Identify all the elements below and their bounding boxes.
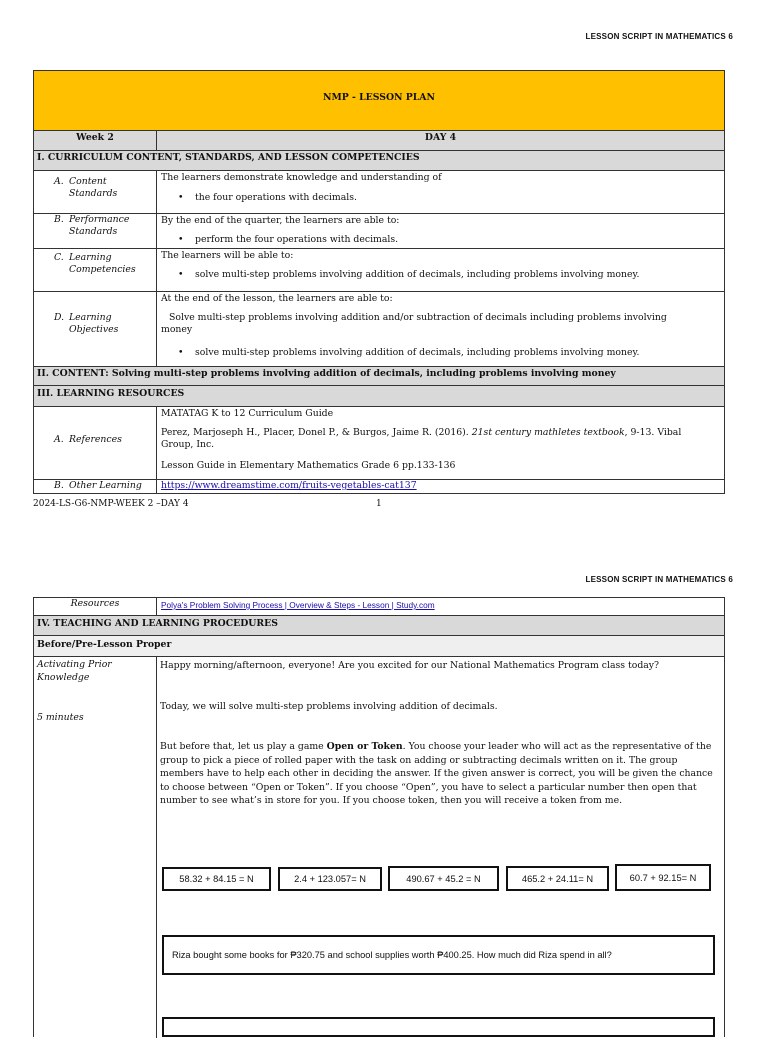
week-day-row bbox=[34, 131, 724, 151]
before-lesson-row bbox=[34, 636, 724, 657]
section-1-heading: I. CURRICULUM CONTENT, STANDARDS, AND LESSON COMPETENCIES bbox=[37, 152, 420, 163]
other-resources-continued-cell bbox=[157, 598, 724, 615]
page-2-header: LESSON SCRIPT IN MATHEMATICS 6 bbox=[585, 575, 733, 584]
equation-box-4: 465.2 + 24.11= N bbox=[506, 866, 609, 891]
equation-box-2: 2.4 + 123.057= N bbox=[278, 867, 382, 891]
other-resources-letter: B. bbox=[54, 480, 64, 491]
game-instructions-rest: . You choose your leader who will act as the representative of the group to pick a piece of rolled paper with the task on adding or subtracting decimals written on it. The group members have to help each other in deciding the answer. If the given answer is correct, you will be given the chance to choose between “Open or Token”. If you choose “Open”, you have to select a particular number then open that number to see what’s in store for you. If you choose token, then you will receive a token from me. bbox=[160, 741, 713, 807]
performance-standards-label bbox=[34, 214, 157, 248]
title-row bbox=[34, 71, 724, 131]
learning-competencies-label bbox=[34, 249, 157, 291]
content-standards-letter: A. bbox=[54, 176, 64, 187]
other-resources-name: Other Learning bbox=[69, 480, 142, 491]
learning-objectives-bullet: • solve multi-step problems involving addition of decimals, including problems involving money. bbox=[195, 347, 639, 359]
learning-objectives-label bbox=[34, 292, 157, 366]
content-standards-bullet: • the four operations with decimals. bbox=[195, 192, 357, 204]
content-standards-cell bbox=[157, 171, 724, 213]
section-4-row bbox=[34, 616, 724, 636]
reference-2-title: 21st century mathletes textbook bbox=[471, 427, 625, 438]
day-label: DAY 4 bbox=[424, 132, 457, 143]
activity-label-cell bbox=[34, 657, 157, 1038]
learning-objectives-row bbox=[34, 292, 724, 367]
footer-code: 2024-LS-G6-NMP-WEEK 2 –DAY 4 bbox=[33, 499, 189, 509]
performance-standards-name: Performance Standards bbox=[69, 214, 130, 237]
activity-label: Activating Prior Knowledge bbox=[37, 659, 112, 683]
other-resources-cell bbox=[157, 480, 724, 494]
lesson-plan-table bbox=[33, 70, 725, 494]
section-1-row bbox=[34, 151, 724, 171]
activity-time: 5 minutes bbox=[37, 712, 84, 723]
references-cell bbox=[157, 407, 724, 479]
other-resources-row bbox=[34, 480, 724, 494]
performance-standards-cell bbox=[157, 214, 724, 248]
other-resources-label-continued: Resources bbox=[34, 598, 157, 615]
learning-objectives-text: At the end of the lesson, the learners are able to: bbox=[161, 293, 393, 304]
section-3-row bbox=[34, 386, 724, 407]
references-label bbox=[34, 407, 157, 479]
references-row bbox=[34, 407, 724, 480]
learning-competencies-letter: C. bbox=[54, 252, 64, 263]
learning-competencies-text: The learners will be able to: bbox=[161, 250, 294, 261]
reference-2-authors: Perez, Marjoseph H., Placer, Donel P., & Burgos, Jaime R. (2016). bbox=[161, 427, 472, 438]
performance-standards-letter: B. bbox=[54, 214, 64, 225]
greeting-text: Happy morning/afternoon, everyone! Are you excited for our National Mathematics Program class today? bbox=[160, 660, 660, 671]
activating-prior-knowledge-row bbox=[34, 657, 724, 1038]
learning-competencies-name: Learning Competencies bbox=[69, 252, 136, 275]
learning-competencies-row bbox=[34, 249, 724, 292]
lesson-plan-title: NMP - LESSON PLAN bbox=[322, 92, 436, 103]
content-standards-row bbox=[34, 171, 724, 214]
section-2-row bbox=[34, 367, 724, 386]
equation-box-5: 60.7 + 92.15= N bbox=[615, 864, 711, 891]
week-label: Week 2 bbox=[34, 131, 157, 150]
reference-3: Lesson Guide in Elementary Mathematics Grade 6 pp.133-136 bbox=[161, 460, 456, 471]
dreamstime-link[interactable]: https://www.dreamstime.com/fruits-vegetables-cat137 bbox=[161, 480, 417, 491]
references-name: References bbox=[69, 434, 122, 445]
other-resources-label bbox=[34, 480, 157, 494]
before-lesson-heading: Before/Pre-Lesson Proper bbox=[37, 639, 172, 650]
game-name: Open or Token bbox=[326, 741, 403, 752]
page-header: LESSON SCRIPT IN MATHEMATICS 6 bbox=[585, 32, 733, 41]
performance-standards-row bbox=[34, 214, 724, 249]
learning-objectives-name: Learning Objectives bbox=[69, 312, 119, 335]
study-com-link[interactable]: Polya's Problem Solving Process | Overview & Steps - Lesson | Study.com bbox=[161, 600, 435, 610]
next-problem-box bbox=[162, 1017, 715, 1037]
learning-competencies-cell bbox=[157, 249, 724, 291]
activity-content-cell bbox=[157, 657, 724, 1038]
content-standards-name: Content Standards bbox=[69, 176, 118, 199]
learning-competencies-bullet: • solve multi-step problems involving addition of decimals, including problems involving money. bbox=[195, 269, 639, 281]
references-letter: A. bbox=[54, 434, 64, 445]
intro-text: Today, we will solve multi-step problems involving addition of decimals. bbox=[160, 701, 498, 712]
section-2-heading: II. CONTENT: Solving multi-step problems involving addition of decimals, including problems involving money bbox=[37, 368, 616, 379]
learning-objectives-text2: Solve multi-step problems involving addition and/or subtraction of decimals including problems involving money bbox=[161, 312, 667, 335]
equation-box-1: 58.32 + 84.15 = N bbox=[162, 867, 271, 891]
footer-page-number: 1 bbox=[376, 499, 382, 509]
game-instructions-start: But before that, let us play a game bbox=[160, 741, 327, 752]
content-standards-label bbox=[34, 171, 157, 213]
learning-objectives-cell bbox=[157, 292, 724, 366]
section-4-heading: IV. TEACHING AND LEARNING PROCEDURES bbox=[37, 618, 278, 629]
reference-1: MATATAG K to 12 Curriculum Guide bbox=[161, 408, 334, 419]
game-instructions bbox=[160, 740, 716, 808]
word-problem-box: Riza bought some books for ₱320.75 and school supplies worth ₱400.25. How much did Riza spend in all? bbox=[162, 935, 715, 975]
equation-box-3: 490.67 + 45.2 = N bbox=[388, 866, 499, 891]
content-standards-text: The learners demonstrate knowledge and understanding of bbox=[161, 172, 442, 183]
other-resources-continued-row bbox=[34, 598, 724, 616]
learning-objectives-letter: D. bbox=[54, 312, 65, 323]
reference-2-publisher: , 9-13. Vibal Group, Inc. bbox=[161, 427, 682, 450]
performance-standards-bullet: • perform the four operations with decimals. bbox=[195, 234, 398, 246]
section-3-heading: III. LEARNING RESOURCES bbox=[37, 388, 185, 399]
reference-2 bbox=[161, 427, 704, 451]
performance-standards-text: By the end of the quarter, the learners are able to: bbox=[161, 215, 400, 226]
